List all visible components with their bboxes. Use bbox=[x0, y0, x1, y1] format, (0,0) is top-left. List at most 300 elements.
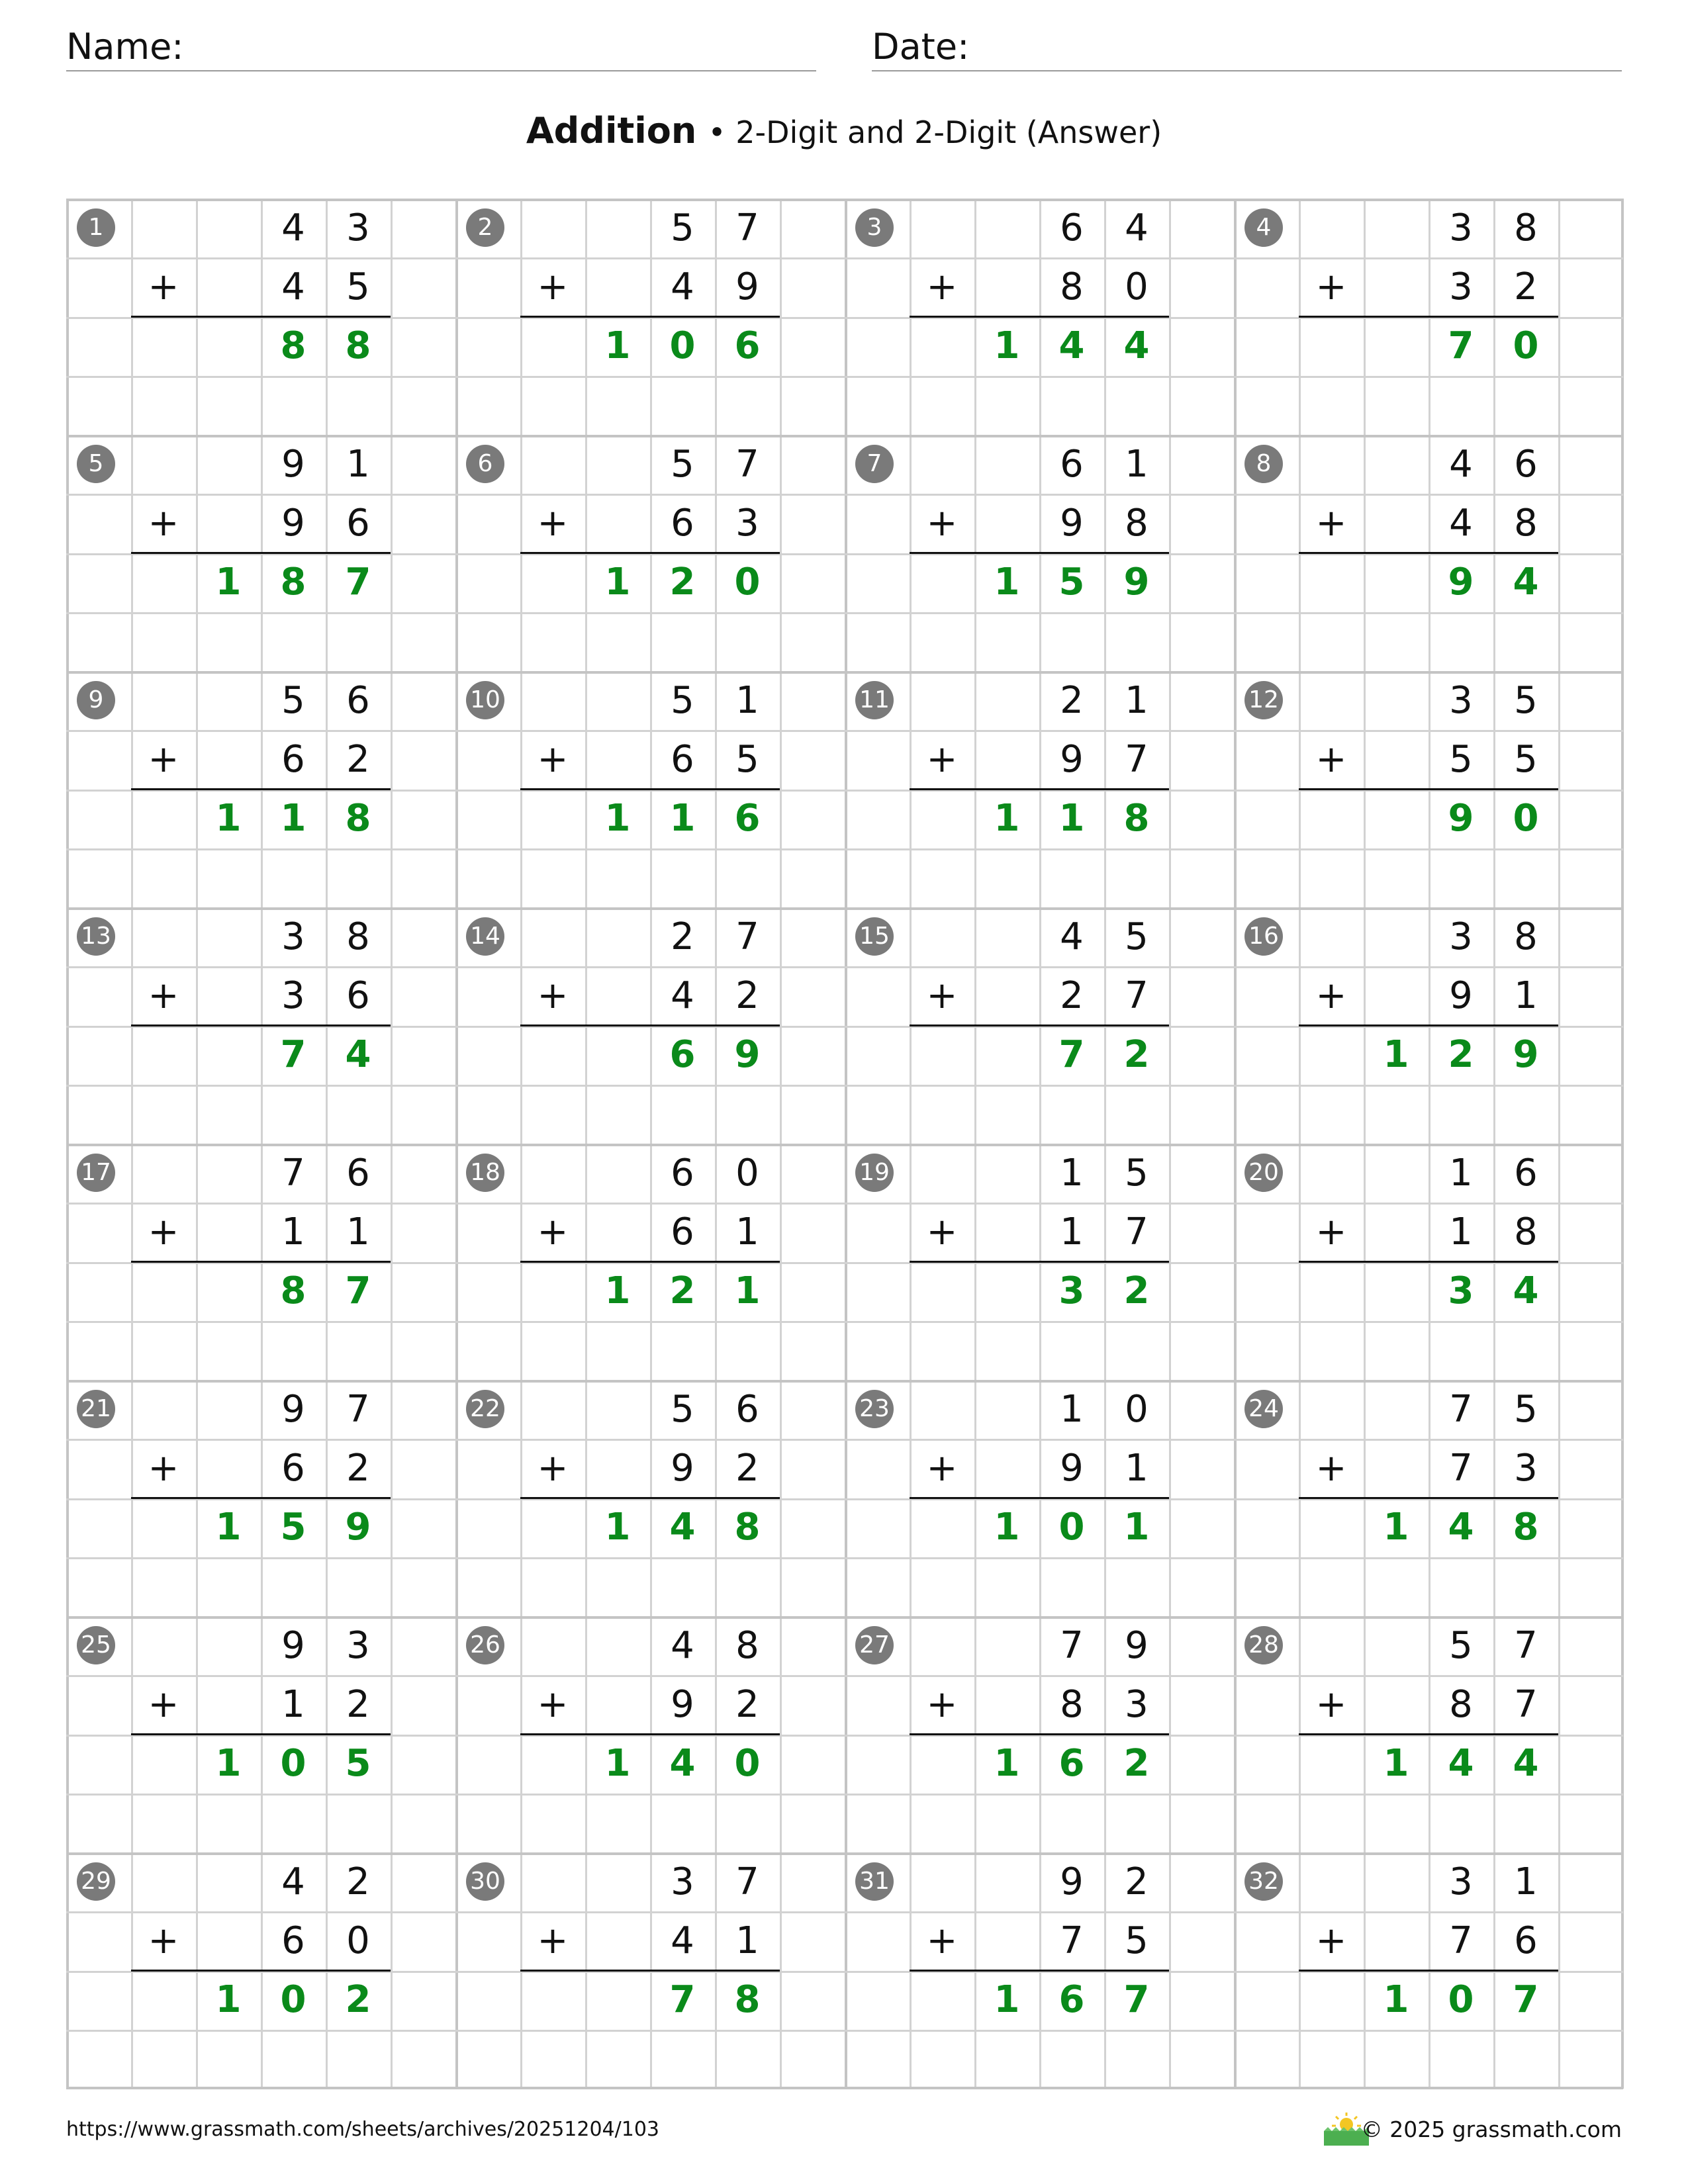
problem-grid bbox=[66, 199, 1623, 2089]
answer-digit: 5 bbox=[280, 1506, 306, 1549]
addend-bottom-digit: 1 bbox=[735, 1210, 759, 1253]
problem bbox=[1234, 435, 1623, 671]
plus-sign: + bbox=[148, 1919, 179, 1962]
addend-top-digit: 9 bbox=[281, 443, 305, 486]
addend-top-digit: 3 bbox=[346, 1624, 370, 1667]
answer-digit: 2 bbox=[1123, 1269, 1150, 1312]
problem-number-badge: 32 bbox=[1244, 1862, 1283, 1901]
addend-top-digit: 5 bbox=[1449, 1624, 1473, 1667]
problem-number-badge: 19 bbox=[855, 1154, 894, 1192]
answer-digit: 0 bbox=[734, 561, 761, 604]
plus-sign: + bbox=[148, 502, 179, 545]
answer-digit: 8 bbox=[1513, 1506, 1539, 1549]
answer-digit: 1 bbox=[604, 561, 631, 604]
addend-top-digit: 6 bbox=[1060, 443, 1084, 486]
addend-top-digit: 3 bbox=[671, 1860, 694, 1903]
addend-bottom-digit: 1 bbox=[281, 1683, 305, 1726]
footer-url: https://www.grassmath.com/sheets/archives/20251204/103 bbox=[66, 2118, 660, 2141]
addend-top-digit: 2 bbox=[1060, 679, 1084, 722]
addend-top-digit: 7 bbox=[735, 915, 759, 958]
addend-top-digit: 0 bbox=[1125, 1388, 1149, 1431]
addend-bottom-digit: 6 bbox=[281, 1447, 305, 1490]
addend-bottom-digit: 1 bbox=[1060, 1210, 1084, 1253]
addend-top-digit: 5 bbox=[1514, 1388, 1538, 1431]
addend-bottom-digit: 9 bbox=[1060, 1447, 1084, 1490]
problem bbox=[1234, 1144, 1623, 1380]
problem-number-badge: 15 bbox=[855, 917, 894, 956]
answer-digit: 8 bbox=[345, 797, 371, 840]
addend-bottom-digit: 2 bbox=[346, 1683, 370, 1726]
problem-number-badge: 21 bbox=[77, 1390, 115, 1428]
addend-bottom-digit: 4 bbox=[671, 974, 694, 1017]
title-sub: • 2-Digit and 2-Digit (Answer) bbox=[708, 114, 1162, 150]
addend-top-digit: 5 bbox=[671, 1388, 694, 1431]
problem bbox=[66, 1852, 455, 2089]
problem-number-badge: 20 bbox=[1244, 1154, 1283, 1192]
answer-digit: 9 bbox=[1123, 561, 1150, 604]
answer-digit: 7 bbox=[345, 561, 371, 604]
plus-sign: + bbox=[537, 1210, 569, 1253]
addend-bottom-digit: 2 bbox=[735, 1447, 759, 1490]
answer-digit: 2 bbox=[669, 1269, 696, 1312]
answer-digit: 9 bbox=[1448, 797, 1474, 840]
answer-digit bbox=[974, 1261, 1039, 1320]
plus-sign: + bbox=[537, 1683, 569, 1726]
answer-digit: 0 bbox=[1058, 1506, 1085, 1549]
addend-top-digit: 5 bbox=[671, 206, 694, 250]
problem bbox=[66, 435, 455, 671]
answer-digit: 4 bbox=[669, 1742, 696, 1785]
problem-number-badge: 27 bbox=[855, 1626, 894, 1664]
addend-top-digit: 7 bbox=[735, 1860, 759, 1903]
answer-digit: 4 bbox=[1513, 1269, 1539, 1312]
answer-digit: 1 bbox=[604, 797, 631, 840]
addend-bottom-digit: 5 bbox=[346, 265, 370, 308]
addend-bottom-digit: 2 bbox=[346, 1447, 370, 1490]
answer-digit: 4 bbox=[1123, 324, 1150, 367]
problem-number-badge: 12 bbox=[1244, 681, 1283, 719]
problem bbox=[66, 671, 455, 907]
answer-digit: 1 bbox=[1058, 797, 1085, 840]
addend-bottom-digit: 8 bbox=[1060, 265, 1084, 308]
addend-top-digit: 8 bbox=[1514, 206, 1538, 250]
addend-bottom-digit: 8 bbox=[1514, 502, 1538, 545]
addend-top-digit: 5 bbox=[1514, 679, 1538, 722]
answer-digit: 7 bbox=[1448, 324, 1474, 367]
problem bbox=[455, 1852, 845, 2089]
problem bbox=[845, 671, 1234, 907]
plus-sign: + bbox=[537, 974, 569, 1017]
addend-bottom-digit: 3 bbox=[1449, 265, 1473, 308]
answer-digit: 0 bbox=[1448, 1978, 1474, 2021]
addend-bottom-digit: 7 bbox=[1125, 974, 1149, 1017]
addend-bottom-digit: 6 bbox=[671, 738, 694, 781]
answer-digit: 2 bbox=[1123, 1742, 1150, 1785]
addend-top-digit: 5 bbox=[1125, 915, 1149, 958]
answer-digit: 1 bbox=[215, 561, 242, 604]
worksheet-title bbox=[0, 105, 1688, 159]
plus-sign: + bbox=[148, 1210, 179, 1253]
answer-digit: 1 bbox=[1383, 1033, 1409, 1076]
addend-bottom-digit: 4 bbox=[671, 265, 694, 308]
answer-digit bbox=[1364, 789, 1429, 848]
answer-digit: 1 bbox=[215, 797, 242, 840]
problem-number-badge: 1 bbox=[77, 208, 115, 247]
answer-digit: 1 bbox=[669, 797, 696, 840]
addend-top-digit: 7 bbox=[1449, 1388, 1473, 1431]
answer-digit: 4 bbox=[1513, 561, 1539, 604]
plus-sign: + bbox=[926, 1919, 958, 1962]
answer-digit: 1 bbox=[994, 797, 1020, 840]
problem-number-badge: 13 bbox=[77, 917, 115, 956]
answer-digit: 6 bbox=[669, 1033, 696, 1076]
addend-bottom-digit: 9 bbox=[1060, 738, 1084, 781]
addend-top-digit: 7 bbox=[346, 1388, 370, 1431]
addend-top-digit: 7 bbox=[281, 1152, 305, 1195]
addend-bottom-digit: 5 bbox=[1514, 738, 1538, 781]
addend-bottom-digit: 4 bbox=[1449, 502, 1473, 545]
addend-top-digit: 6 bbox=[1514, 443, 1538, 486]
plus-sign: + bbox=[926, 974, 958, 1017]
answer-digit bbox=[1364, 1261, 1429, 1320]
addend-bottom-digit: 9 bbox=[1449, 974, 1473, 1017]
date-field[interactable] bbox=[872, 24, 1622, 71]
answer-digit: 2 bbox=[1123, 1033, 1150, 1076]
answer-digit: 9 bbox=[1448, 561, 1474, 604]
answer-digit: 7 bbox=[1513, 1978, 1539, 2021]
addend-bottom-digit: 0 bbox=[1125, 265, 1149, 308]
answer-digit: 0 bbox=[1513, 324, 1539, 367]
addend-top-digit: 8 bbox=[1514, 915, 1538, 958]
problem-number-badge: 3 bbox=[855, 208, 894, 247]
footer-copyright: © 2025 grassmath.com bbox=[1360, 2116, 1622, 2142]
answer-digit: 7 bbox=[1058, 1033, 1085, 1076]
addend-top-digit: 1 bbox=[1125, 443, 1149, 486]
problem bbox=[455, 1144, 845, 1380]
answer-digit: 1 bbox=[1383, 1506, 1409, 1549]
addend-top-digit: 6 bbox=[735, 1388, 759, 1431]
addend-top-digit: 1 bbox=[346, 443, 370, 486]
plus-sign: + bbox=[926, 1447, 958, 1490]
answer-digit: 0 bbox=[734, 1742, 761, 1785]
addend-bottom-digit: 6 bbox=[346, 502, 370, 545]
addend-bottom-digit: 7 bbox=[1514, 1683, 1538, 1726]
addend-bottom-digit: 1 bbox=[735, 1919, 759, 1962]
addend-top-digit: 4 bbox=[1449, 443, 1473, 486]
problem-number-badge: 28 bbox=[1244, 1626, 1283, 1664]
addend-bottom-digit: 0 bbox=[346, 1919, 370, 1962]
answer-digit: 8 bbox=[1123, 797, 1150, 840]
addend-top-digit: 1 bbox=[1514, 1860, 1538, 1903]
problem bbox=[1234, 1852, 1623, 2089]
problem-number-badge: 22 bbox=[466, 1390, 504, 1428]
addend-bottom-digit: 5 bbox=[1449, 738, 1473, 781]
answer-digit bbox=[196, 1261, 261, 1320]
addend-top-digit: 6 bbox=[1060, 206, 1084, 250]
answer-digit: 1 bbox=[994, 1978, 1020, 2021]
answer-digit: 1 bbox=[215, 1506, 242, 1549]
plus-sign: + bbox=[148, 974, 179, 1017]
answer-digit: 1 bbox=[994, 324, 1020, 367]
problem-number-badge: 18 bbox=[466, 1154, 504, 1192]
problem-number-badge: 24 bbox=[1244, 1390, 1283, 1428]
addend-top-digit: 3 bbox=[1449, 915, 1473, 958]
problem-number-badge: 7 bbox=[855, 445, 894, 483]
addend-top-digit: 2 bbox=[346, 1860, 370, 1903]
addend-bottom-digit: 9 bbox=[671, 1447, 694, 1490]
problem-number-badge: 23 bbox=[855, 1390, 894, 1428]
plus-sign: + bbox=[1315, 974, 1347, 1017]
answer-digit: 5 bbox=[1058, 561, 1085, 604]
problem-number-badge: 25 bbox=[77, 1626, 115, 1664]
addend-top-digit: 2 bbox=[671, 915, 694, 958]
plus-sign: + bbox=[1315, 265, 1347, 308]
plus-sign: + bbox=[1315, 1447, 1347, 1490]
answer-digit: 6 bbox=[1058, 1978, 1085, 2021]
addend-bottom-digit: 6 bbox=[671, 1210, 694, 1253]
addend-bottom-digit: 2 bbox=[1514, 265, 1538, 308]
answer-digit: 1 bbox=[604, 1506, 631, 1549]
title-main: Addition bbox=[526, 110, 697, 152]
plus-sign: + bbox=[537, 265, 569, 308]
answer-digit: 1 bbox=[1383, 1978, 1409, 2021]
addend-bottom-digit: 4 bbox=[671, 1919, 694, 1962]
addend-top-digit: 4 bbox=[1060, 915, 1084, 958]
addend-bottom-digit: 9 bbox=[671, 1683, 694, 1726]
answer-digit: 3 bbox=[1058, 1269, 1085, 1312]
answer-digit: 1 bbox=[1123, 1506, 1150, 1549]
problem bbox=[455, 199, 845, 435]
plus-sign: + bbox=[926, 1683, 958, 1726]
addend-top-digit: 1 bbox=[735, 679, 759, 722]
name-label: Name: bbox=[66, 26, 184, 68]
addend-bottom-digit: 7 bbox=[1125, 1210, 1149, 1253]
problem-number-badge: 31 bbox=[855, 1862, 894, 1901]
problem bbox=[455, 1380, 845, 1616]
plus-sign: + bbox=[537, 1919, 569, 1962]
answer-digit bbox=[196, 316, 261, 375]
addend-top-digit: 4 bbox=[1125, 206, 1149, 250]
plus-sign: + bbox=[1315, 1683, 1347, 1726]
answer-digit: 7 bbox=[1123, 1978, 1150, 2021]
plus-sign: + bbox=[926, 738, 958, 781]
addend-top-digit: 9 bbox=[1125, 1624, 1149, 1667]
answer-digit bbox=[1364, 316, 1429, 375]
addend-bottom-digit: 1 bbox=[281, 1210, 305, 1253]
addend-top-digit: 8 bbox=[735, 1624, 759, 1667]
answer-digit: 7 bbox=[345, 1269, 371, 1312]
problem bbox=[66, 1144, 455, 1380]
answer-digit: 4 bbox=[345, 1033, 371, 1076]
addend-top-digit: 7 bbox=[1514, 1624, 1538, 1667]
addend-bottom-digit: 8 bbox=[1060, 1683, 1084, 1726]
addend-top-digit: 1 bbox=[1125, 679, 1149, 722]
answer-digit: 4 bbox=[1448, 1506, 1474, 1549]
answer-digit: 6 bbox=[1058, 1742, 1085, 1785]
addend-bottom-digit: 1 bbox=[346, 1210, 370, 1253]
addend-bottom-digit: 3 bbox=[735, 502, 759, 545]
addend-top-digit: 6 bbox=[346, 679, 370, 722]
answer-digit: 7 bbox=[280, 1033, 306, 1076]
problem bbox=[66, 199, 455, 435]
problem-number-badge: 14 bbox=[466, 917, 504, 956]
answer-digit: 1 bbox=[1383, 1742, 1409, 1785]
answer-digit: 0 bbox=[1513, 797, 1539, 840]
problem bbox=[66, 1380, 455, 1616]
problem-number-badge: 10 bbox=[466, 681, 504, 719]
addend-top-digit: 3 bbox=[1449, 206, 1473, 250]
answer-digit: 1 bbox=[215, 1742, 242, 1785]
problem bbox=[66, 907, 455, 1144]
problem-number-badge: 17 bbox=[77, 1154, 115, 1192]
problem-number-badge: 26 bbox=[466, 1626, 504, 1664]
problem-number-badge: 6 bbox=[466, 445, 504, 483]
answer-digit: 9 bbox=[1513, 1033, 1539, 1076]
problem bbox=[845, 1852, 1234, 2089]
answer-digit: 1 bbox=[604, 1269, 631, 1312]
answer-digit: 8 bbox=[280, 561, 306, 604]
addend-bottom-digit: 1 bbox=[1449, 1210, 1473, 1253]
addend-top-digit: 9 bbox=[281, 1388, 305, 1431]
addend-top-digit: 5 bbox=[281, 679, 305, 722]
addend-bottom-digit: 5 bbox=[1125, 1919, 1149, 1962]
addend-top-digit: 1 bbox=[1060, 1388, 1084, 1431]
problem bbox=[1234, 907, 1623, 1144]
answer-digit: 2 bbox=[669, 561, 696, 604]
answer-digit bbox=[585, 1970, 650, 2029]
addend-bottom-digit: 8 bbox=[1449, 1683, 1473, 1726]
addend-bottom-digit: 6 bbox=[671, 502, 694, 545]
addend-top-digit: 6 bbox=[1514, 1152, 1538, 1195]
addend-bottom-digit: 3 bbox=[1514, 1447, 1538, 1490]
addend-bottom-digit: 6 bbox=[281, 1919, 305, 1962]
answer-digit: 4 bbox=[1513, 1742, 1539, 1785]
problem bbox=[845, 907, 1234, 1144]
problem-number-badge: 9 bbox=[77, 681, 115, 719]
addend-bottom-digit: 6 bbox=[281, 738, 305, 781]
problem-number-badge: 4 bbox=[1244, 208, 1283, 247]
addend-bottom-digit: 1 bbox=[1125, 1447, 1149, 1490]
plus-sign: + bbox=[537, 502, 569, 545]
answer-digit: 8 bbox=[345, 324, 371, 367]
answer-digit: 3 bbox=[1448, 1269, 1474, 1312]
problem-number-badge: 16 bbox=[1244, 917, 1283, 956]
addend-bottom-digit: 7 bbox=[1449, 1447, 1473, 1490]
addend-top-digit: 5 bbox=[671, 443, 694, 486]
answer-digit: 1 bbox=[994, 1742, 1020, 1785]
plus-sign: + bbox=[1315, 738, 1347, 781]
addend-bottom-digit: 6 bbox=[346, 974, 370, 1017]
problem bbox=[455, 671, 845, 907]
addend-bottom-digit: 8 bbox=[1514, 1210, 1538, 1253]
answer-digit: 0 bbox=[280, 1978, 306, 2021]
answer-digit: 1 bbox=[215, 1978, 242, 2021]
answer-digit: 1 bbox=[604, 324, 631, 367]
answer-digit: 1 bbox=[734, 1269, 761, 1312]
addend-bottom-digit: 7 bbox=[1125, 738, 1149, 781]
problem bbox=[1234, 1380, 1623, 1616]
answer-digit bbox=[585, 1025, 650, 1084]
plus-sign: + bbox=[926, 265, 958, 308]
plus-sign: + bbox=[1315, 1919, 1347, 1962]
answer-digit bbox=[196, 1025, 261, 1084]
plus-sign: + bbox=[537, 738, 569, 781]
plus-sign: + bbox=[148, 1683, 179, 1726]
addend-top-digit: 9 bbox=[1060, 1860, 1084, 1903]
answer-digit bbox=[1364, 553, 1429, 612]
answer-digit: 0 bbox=[280, 1742, 306, 1785]
plus-sign: + bbox=[148, 265, 179, 308]
addend-top-digit: 6 bbox=[346, 1152, 370, 1195]
addend-bottom-digit: 3 bbox=[1125, 1683, 1149, 1726]
answer-digit: 8 bbox=[734, 1978, 761, 2021]
problem bbox=[845, 199, 1234, 435]
addend-top-digit: 7 bbox=[735, 206, 759, 250]
answer-digit: 2 bbox=[345, 1978, 371, 2021]
addend-top-digit: 5 bbox=[671, 679, 694, 722]
problem-number-badge: 8 bbox=[1244, 445, 1283, 483]
plus-sign: + bbox=[926, 1210, 958, 1253]
addend-bottom-digit: 3 bbox=[281, 974, 305, 1017]
answer-digit: 6 bbox=[734, 324, 761, 367]
answer-digit: 0 bbox=[669, 324, 696, 367]
plus-sign: + bbox=[926, 502, 958, 545]
answer-digit: 1 bbox=[604, 1742, 631, 1785]
answer-digit: 7 bbox=[669, 1978, 696, 2021]
addend-bottom-digit: 4 bbox=[281, 265, 305, 308]
answer-digit: 9 bbox=[345, 1506, 371, 1549]
addend-bottom-digit: 2 bbox=[1060, 974, 1084, 1017]
answer-digit: 4 bbox=[1448, 1742, 1474, 1785]
answer-digit: 8 bbox=[280, 324, 306, 367]
addend-bottom-digit: 5 bbox=[735, 738, 759, 781]
answer-digit: 1 bbox=[994, 561, 1020, 604]
addend-bottom-digit: 8 bbox=[1125, 502, 1149, 545]
problem-number-badge: 2 bbox=[466, 208, 504, 247]
addend-top-digit: 3 bbox=[346, 206, 370, 250]
addend-top-digit: 3 bbox=[1449, 679, 1473, 722]
addend-top-digit: 5 bbox=[1125, 1152, 1149, 1195]
plus-sign: + bbox=[148, 738, 179, 781]
addend-bottom-digit: 9 bbox=[735, 265, 759, 308]
addend-bottom-digit: 6 bbox=[1514, 1919, 1538, 1962]
problem bbox=[455, 435, 845, 671]
addend-top-digit: 0 bbox=[735, 1152, 759, 1195]
addend-top-digit: 9 bbox=[281, 1624, 305, 1667]
plus-sign: + bbox=[1315, 502, 1347, 545]
addend-bottom-digit: 9 bbox=[1060, 502, 1084, 545]
problem bbox=[845, 435, 1234, 671]
addend-bottom-digit: 2 bbox=[735, 1683, 759, 1726]
problem bbox=[1234, 671, 1623, 907]
answer-digit: 9 bbox=[734, 1033, 761, 1076]
answer-digit bbox=[974, 1025, 1039, 1084]
problem bbox=[1234, 1616, 1623, 1852]
answer-digit: 1 bbox=[280, 797, 306, 840]
problem bbox=[845, 1144, 1234, 1380]
addend-bottom-digit: 9 bbox=[281, 502, 305, 545]
problem bbox=[66, 1616, 455, 1852]
addend-top-digit: 3 bbox=[1449, 1860, 1473, 1903]
answer-digit: 8 bbox=[280, 1269, 306, 1312]
addend-top-digit: 7 bbox=[735, 443, 759, 486]
addend-top-digit: 8 bbox=[346, 915, 370, 958]
addend-top-digit: 4 bbox=[281, 206, 305, 250]
problem-number-badge: 30 bbox=[466, 1862, 504, 1901]
problem bbox=[845, 1380, 1234, 1616]
name-field[interactable] bbox=[66, 24, 816, 71]
answer-digit: 8 bbox=[734, 1506, 761, 1549]
